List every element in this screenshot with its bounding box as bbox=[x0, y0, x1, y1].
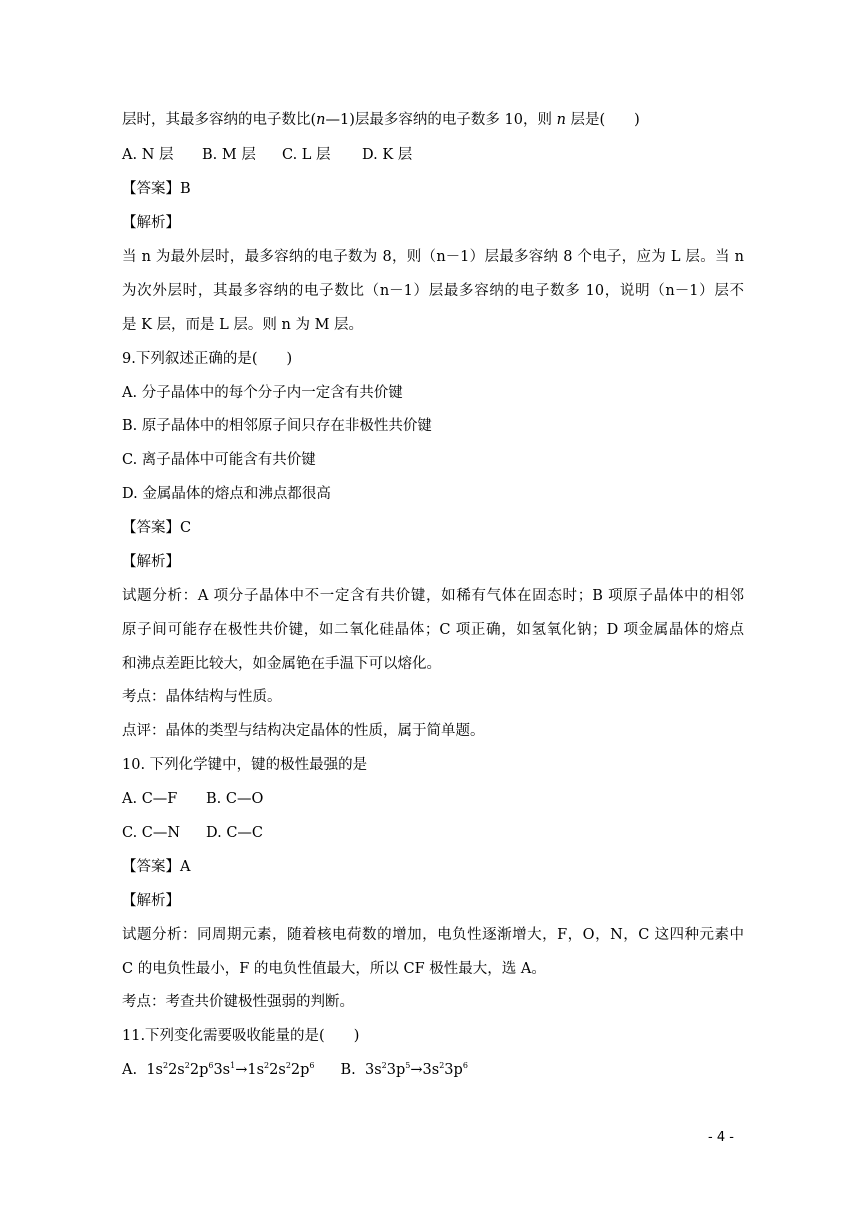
q10-option-b: B. C—O bbox=[206, 791, 264, 807]
q9-analysis-line: 和沸点差距比较大，如金属铯在手温下可以熔化。 bbox=[122, 656, 441, 672]
q9-answer: 【答案】C bbox=[122, 520, 192, 536]
q8-stem: 层时，其最多容纳的电子数比(n—1)层最多容纳的电子数多 10，则 n 层是( ) bbox=[122, 112, 640, 128]
q8-options bbox=[122, 146, 412, 164]
q11-option-b: B. $3s^23p^5\to 3s^23p^6$ bbox=[340, 1061, 468, 1078]
q9-analysis-line: 试题分析：A 项分子晶体中不一定含有共价键，如稀有气体在固态时；B 项原子晶体中的相邻 bbox=[122, 588, 744, 604]
q10-option-c: C. C—N bbox=[122, 825, 181, 841]
q8-analysis-line: 是 K 层，而是 L 层。则 n 为 M 层。 bbox=[122, 317, 364, 333]
q10-analysis-line: C 的电负性最小，F 的电负性值最大，所以 CF 极性最大，选 A。 bbox=[122, 961, 546, 977]
q9-analysis-line: 原子间可能存在极性共价键，如二氧化硅晶体；C 项正确，如氢氧化钠；D 项金属晶体的熔点 bbox=[122, 622, 744, 638]
q9-option-b: B. 原子晶体中的相邻原子间只存在非极性共价键 bbox=[122, 418, 432, 434]
q9-option-a: A. 分子晶体中的每个分子内一定含有共价键 bbox=[122, 385, 403, 401]
q9-option-d: D. 金属晶体的熔点和沸点都很高 bbox=[122, 486, 331, 502]
q9-option-c: C. 离子晶体中可能含有共价键 bbox=[122, 452, 316, 468]
q8-option-d: D. K 层 bbox=[362, 147, 413, 163]
q9-kaodian: 考点：晶体结构与性质。 bbox=[122, 689, 282, 705]
q10-stem: 10. 下列化学键中，键的极性最强的是 bbox=[122, 757, 368, 773]
q9-stem: 9.下列叙述正确的是( ) bbox=[122, 351, 293, 367]
q11-options bbox=[122, 1061, 468, 1079]
q8-analysis-label: 【解析】 bbox=[122, 215, 180, 231]
q10-option-d: D. C—C bbox=[206, 825, 264, 841]
page-number: - 4 - bbox=[708, 1130, 734, 1145]
q9-analysis-label: 【解析】 bbox=[122, 554, 180, 570]
q10-answer: 【答案】A bbox=[122, 859, 191, 875]
q8-option-c: C. L 层 bbox=[282, 147, 331, 163]
q10-options-row2 bbox=[122, 824, 263, 842]
q10-analysis-line: 试题分析：同周期元素，随着核电荷数的增加，电负性逐渐增大，F，O，N，C 这四种元素中 bbox=[122, 927, 744, 943]
q10-options-row1 bbox=[122, 790, 263, 808]
q10-kaodian: 考点：考查共价键极性强弱的判断。 bbox=[122, 994, 354, 1010]
q8-option-b: B. M 层 bbox=[202, 147, 256, 163]
q10-analysis-label: 【解析】 bbox=[122, 893, 180, 909]
q8-analysis-line: 为次外层时，其最多容纳的电子数比（n－1）层最多容纳的电子数多 10，说明（n－1）层不 bbox=[122, 283, 744, 299]
q11-stem: 11.下列变化需要吸收能量的是( ) bbox=[122, 1028, 360, 1044]
q8-option-a: A. N 层 bbox=[122, 147, 174, 163]
q8-analysis-line: 当 n 为最外层时，最多容纳的电子数为 8，则（n－1）层最多容纳 8 个电子，应为 L 层。当 n bbox=[122, 249, 744, 265]
q11-option-a: A. $1s^22s^22p^63s^1\to 1s^22s^22p^6$ bbox=[122, 1061, 315, 1078]
q8-answer: 【答案】B bbox=[122, 181, 191, 197]
q9-dianping: 点评：晶体的类型与结构决定晶体的性质，属于简单题。 bbox=[122, 723, 485, 739]
q10-option-a: A. C—F bbox=[122, 791, 178, 807]
